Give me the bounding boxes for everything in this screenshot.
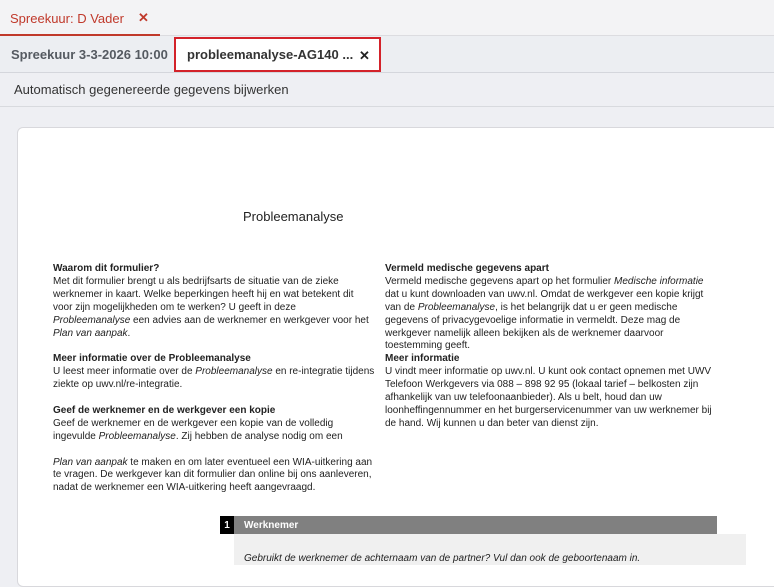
sub-tab-bar (0, 36, 774, 73)
section-plan (53, 457, 375, 496)
right-column (385, 263, 717, 444)
section-info (385, 353, 717, 430)
close-icon[interactable]: ✕ (137, 10, 149, 25)
heading-waarom: Waarom dit formulier? (53, 263, 160, 274)
section-waarom (53, 263, 375, 340)
heading-info: Meer informatie (385, 353, 460, 365)
action-bar (0, 73, 774, 107)
tab-spreekuur-label: Spreekuur: D Vader (10, 10, 124, 26)
text-waarom-2: een advies aan de werknemer en werkgever voor het (130, 314, 369, 326)
document-title: Probleemanalyse (243, 209, 344, 224)
section-hint: Gebruikt de werknemer de achternaam van de partner? Vul dan ook de geboortenaam in. (244, 553, 641, 564)
top-tab-bar (0, 0, 774, 36)
text-meer-1: U leest meer informatie over de (53, 366, 196, 378)
text-info: U vindt meer informatie op uwv.nl. U kunt ook contact opnemen met UWV Telefoon Werkgevers via 088 – 898 92 95 (lokaal tarief – belkosten zijn afhankelijk van uw telefoonaanbieder). Als u belt, houd dan uw loonheffingennummer en het burgerservicenummer van uw werknemer bij de hand. Wij kunnen u dan beter van dienst zijn. (385, 366, 712, 429)
text-meer-em: Probleemanalyse (195, 366, 273, 378)
text-plan: te maken en om later eventueel een WIA-uitkering aan te vragen. De werkgever kan dit formulier dan online bij ons aanleveren, nadat de werknemer een WIA-uitkering heeft aangevraagd. (53, 456, 373, 494)
text-waarom-1: Met dit formulier brengt u als bedrijfsarts de situatie van de zieke werknemer in kaart. Welke beperkingen heeft hij en wat betekent dit voor zijn mogelijkheden om te werken? U geeft in deze (53, 275, 354, 313)
heading-meer: Meer informatie over de Probleemanalyse (53, 353, 251, 365)
section-medisch (385, 263, 717, 353)
text-plan-em: Plan van aanpak (53, 456, 128, 468)
text-kopie-2: . Zij hebben de analyse nodig om een (175, 430, 343, 442)
text-kopie-em: Probleemanalyse (98, 430, 176, 442)
section-meer (53, 353, 375, 392)
text-medisch-2: dat u kunt downloaden van uwv.nl. Omdat de werkgever een kopie krijgt van de (385, 288, 704, 313)
tab-spreekuur-date[interactable] (0, 36, 168, 72)
tab-spreekuur-date-label: Spreekuur 3-3-2026 10:00 (11, 46, 168, 62)
section-number: 1 (220, 516, 234, 534)
text-kopie-1: Geef de werknemer en de werkgever een kopie van de volledig ingevulde (53, 417, 334, 442)
text-waarom-em2: Plan van aanpak (53, 327, 128, 339)
left-column (53, 263, 375, 508)
text-medisch-3: , is het belangrijk dat u er geen medische gegevens of privacygevoelige informatie in vermeldt. Deze mag de werkgever namelijk alleen bekijken als de werknemer daarvoor toestemming geeft. (385, 301, 681, 352)
section-kopie (53, 405, 375, 444)
tab-probleemanalyse-label: probleemanalyse-AG140 ... (187, 47, 354, 62)
tab-spreekuur[interactable] (0, 0, 159, 36)
text-medisch-em1: Medische informatie (614, 275, 704, 287)
section-title: Werknemer (244, 519, 299, 531)
text-waarom-em1: Probleemanalyse (53, 314, 131, 326)
section-werknemer-body (234, 534, 746, 565)
tab-probleemanalyse[interactable] (174, 37, 381, 72)
close-icon[interactable]: ✕ (359, 48, 370, 63)
section-werknemer-header (220, 516, 717, 534)
heading-medisch: Vermeld medische gegevens apart (385, 263, 549, 274)
text-medisch-1: Vermeld medische gegevens apart op het formulier (385, 275, 615, 287)
heading-kopie: Geef de werknemer en de werkgever een kopie (53, 404, 276, 416)
text-medisch-em2: Probleemanalyse (417, 301, 496, 313)
text-waarom-3: . (127, 327, 131, 339)
update-generated-data-button[interactable]: Automatisch gegenereerde gegevens bijwerken (14, 82, 289, 97)
text-meer-2: en re-integratie tijdens ziekte op uwv.nl/re-integratie. (53, 366, 375, 391)
